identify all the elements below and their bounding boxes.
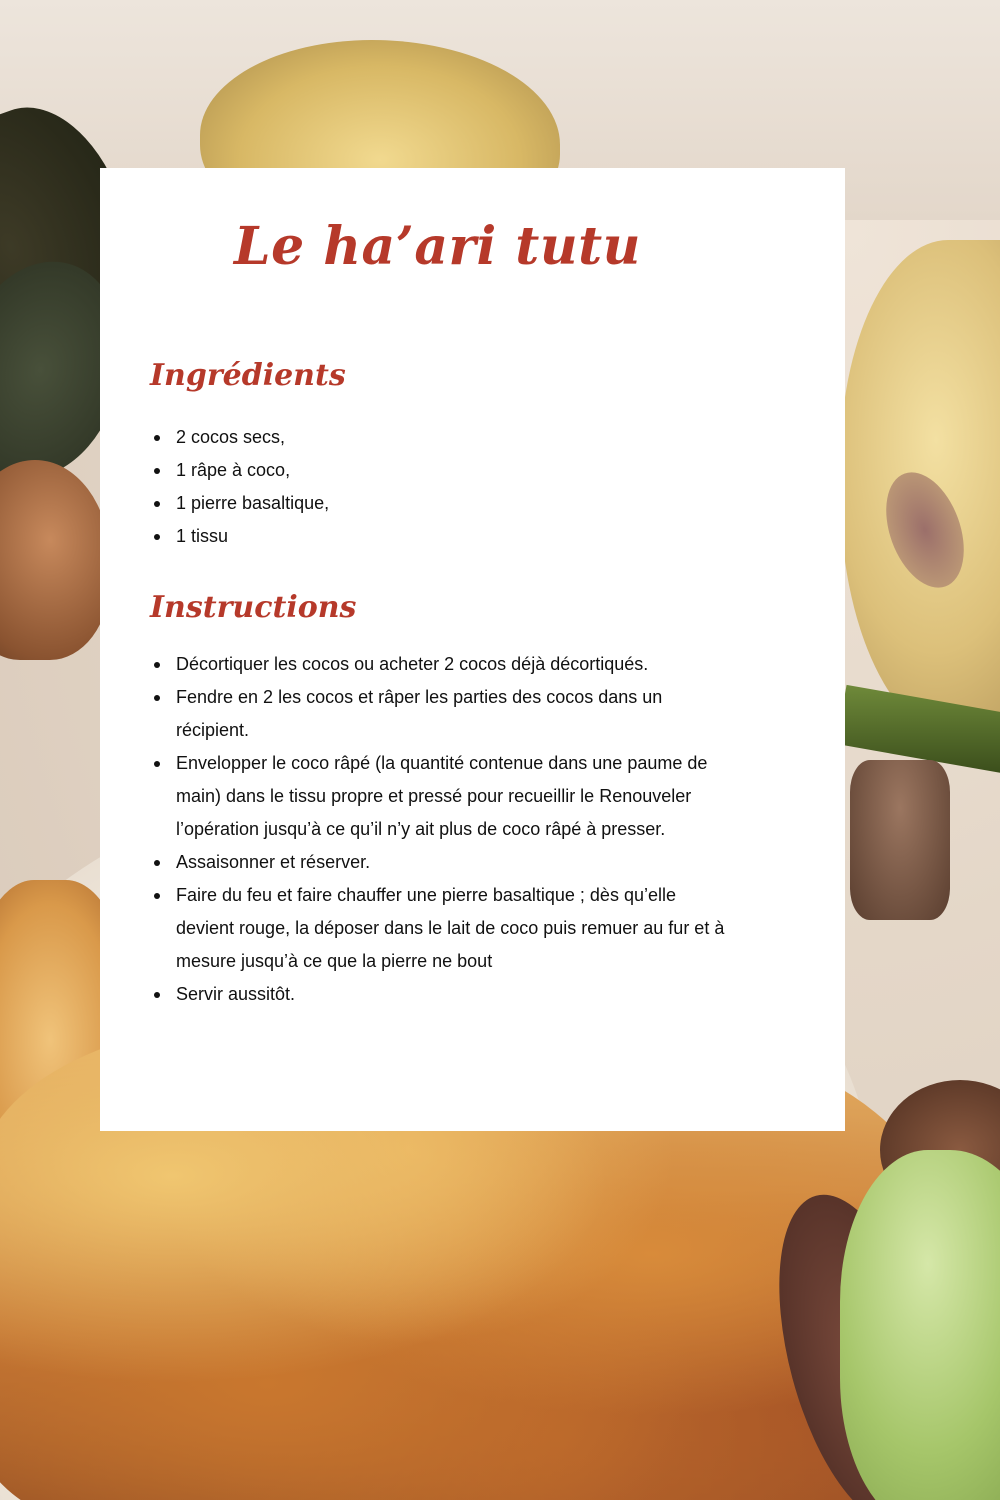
instruction-step: Fendre en 2 les cocos et râper les parties des cocos dans un récipient. [176,681,736,747]
instructions-list [150,648,736,1011]
ingredient-item: 1 tissu [176,520,736,553]
instruction-step: Assaisonner et réserver. [176,846,736,879]
instructions-heading: Instructions [150,590,357,625]
photo-wooden-stand [850,760,950,920]
ingredients-list [150,421,736,553]
ingredient-item: 1 pierre basaltique, [176,487,736,520]
recipe-card [100,168,845,1131]
ingredient-item: 1 râpe à coco, [176,454,736,487]
instruction-step: Décortiquer les cocos ou acheter 2 cocos déjà décortiqués. [176,648,736,681]
photo-wooden-bowl [0,460,110,660]
instruction-step: Faire du feu et faire chauffer une pierre basaltique ; dès qu’elle devient rouge, la déposer dans le lait de coco puis remuer au fur et à mesure jusqu’à ce que la pierre ne bout [176,879,736,978]
recipe-title: Le ha’ari tutu [234,216,641,277]
instruction-step: Servir aussitôt. [176,978,736,1011]
ingredients-heading: Ingrédients [150,358,346,393]
ingredient-item: 2 cocos secs, [176,421,736,454]
photo-lettuce [840,1150,1000,1500]
instruction-step: Envelopper le coco râpé (la quantité contenue dans une paume de main) dans le tissu propre et pressé pour recueillir le Renouveler l’opération jusqu’à ce qu’il n’y ait plus de coco râpé à presser. [176,747,736,846]
